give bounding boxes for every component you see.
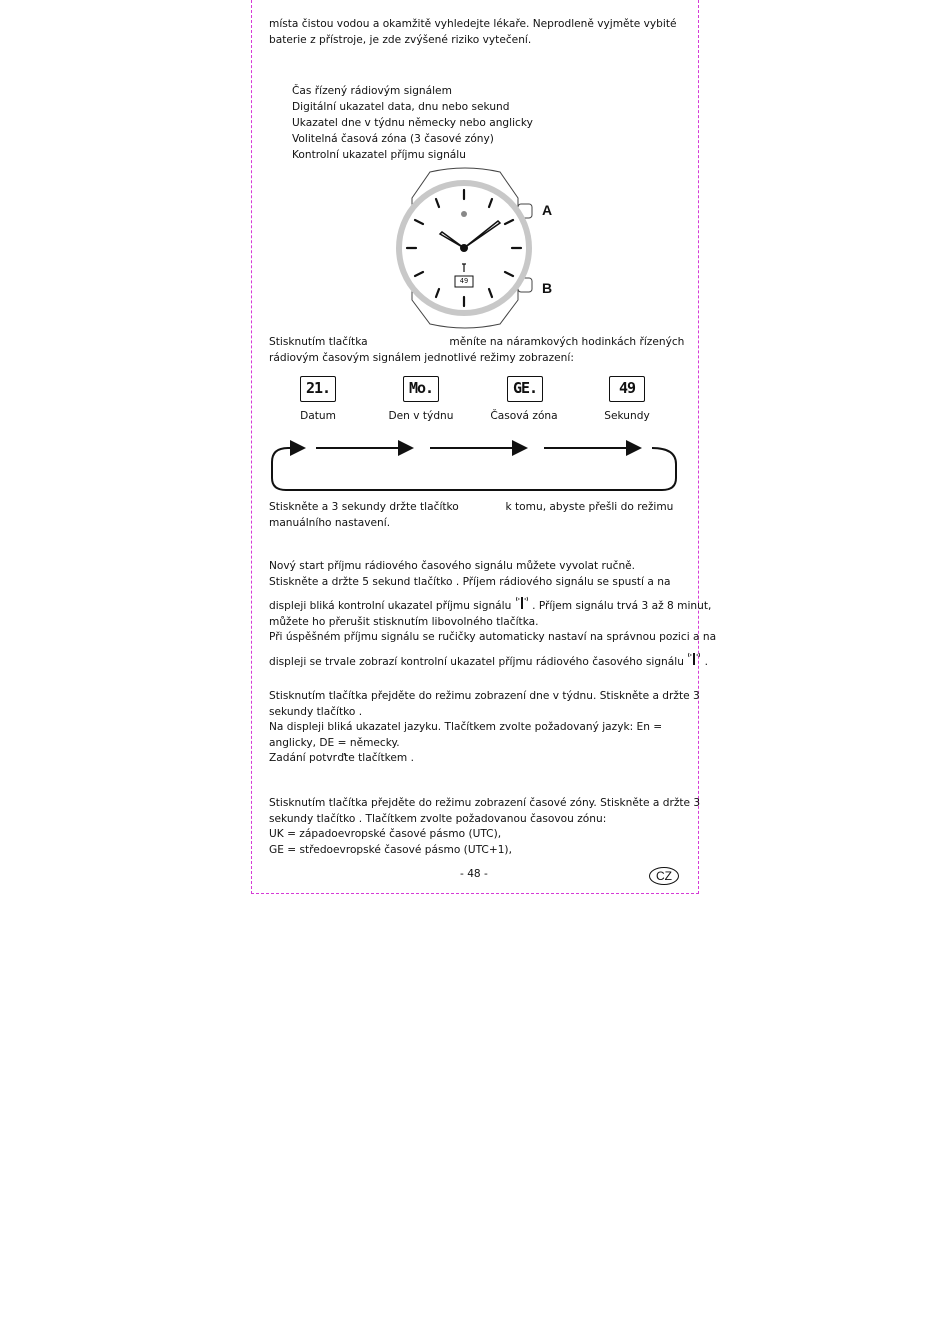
radio-text: displeji se trvale zobrazí kontrolní ukazatel příjmu rádiového časového signálu [269,655,684,668]
feature-list [292,83,533,163]
timezone-text: GE = středoevropské časové pásmo (UTC+1), [269,843,512,856]
manual-text: Stiskněte a 3 sekundy držte tlačítko [269,501,459,513]
mode-label-seconds: Sekundy [604,410,650,422]
intro-paragraph [269,17,684,48]
button-b-label: B [542,280,553,296]
intro-line: baterie z přístroje, je zde zvýšené riziko vytečení. [269,33,532,46]
modes-text: měníte na náramkových hodinkách řízených [449,336,685,348]
intro-line: místa čistou vodou a okamžitě vyhledejte lékaře. Neprodleně vyjměte vybité [269,18,677,30]
language-text: anglicky, DE = německy. [269,736,400,749]
mode-label-date: Datum [300,410,336,422]
language-text: Stisknutím tlačítka přejděte do režimu zobrazení dne v týdnu. Stiskněte a držte 3 [269,690,700,702]
radio-text: displeji bliká kontrolní ukazatel příjmu signálu [269,600,512,613]
arrow-return [272,448,676,490]
modes-text: Stisknutím tlačítka [269,336,368,348]
lcd-seconds: 49 [609,376,645,402]
button-a-label: A [542,202,553,218]
manual-text: k tomu, abyste přešli do režimu [505,501,674,513]
timezone-text: Stisknutím tlačítka přejděte do režimu zobrazení časové zóny. Stiskněte a držte 3 [269,797,701,809]
radio-text: Při úspěšném příjmu signálu se ručičky automaticky nastaví na správnou pozici a na [269,631,717,644]
language-text: sekundy tlačítko . [269,705,363,718]
radio-text: Nový start příjmu rádiového časového signálu můžete vyvolat ručně. [269,560,636,572]
mode-cycle-diagram [268,438,682,496]
modes-text: rádiovým časovým signálem jednotlivé režimy zobrazení: [269,351,574,364]
antenna-signal-icon [515,594,529,610]
country-badge: CZ [649,867,679,885]
radio-text: Stiskněte a držte 5 sekund tlačítko . Příjem rádiového signálu se spustí a na [269,575,671,588]
feature-item: Digitální ukazatel data, dnu nebo sekund [292,101,510,113]
watch-illustration [390,166,560,330]
timezone-text: UK = západoevropské časové pásmo (UTC), [269,828,502,841]
feature-item: Volitelná časová zóna (3 časové zóny) [292,133,494,145]
feature-item: Čas řízený rádiovým signálem [292,85,452,97]
feature-item: Ukazatel dne v týdnu německy nebo anglicky [292,117,533,129]
radio-text: . Příjem signálu trvá 3 až 8 minut, [532,600,712,613]
watch-display-value: 49 [459,277,469,285]
timezone-paragraph [269,796,701,858]
feature-item: Kontrolní ukazatel příjmu signálu [292,149,466,161]
antenna-signal-icon [687,650,701,666]
modes-paragraph [269,335,684,366]
manual-text: manuálního nastavení. [269,516,391,529]
language-text: Na displeji bliká ukazatel jazyku. Tlačítkem zvolte požadovaný jazyk: En = [269,721,663,734]
radio-paragraph [269,559,717,671]
radio-text: . [704,655,709,668]
mode-label-timezone: Časová zóna [490,410,558,422]
page-number: - 48 - [460,868,488,880]
lcd-weekday: Mo. [403,376,439,402]
lcd-timezone: GE. [507,376,543,402]
language-text: Zadání potvrďte tlačítkem . [269,752,414,765]
radio-text: můžete ho přerušit stisknutím libovolného tlačítka. [269,615,539,628]
timezone-text: sekundy tlačítko . Tlačítkem zvolte požadovanou časovou zónu: [269,812,607,825]
lcd-date: 21. [300,376,336,402]
language-paragraph [269,689,700,767]
manual-paragraph [269,500,684,531]
mode-label-weekday: Den v týdnu [388,410,454,422]
